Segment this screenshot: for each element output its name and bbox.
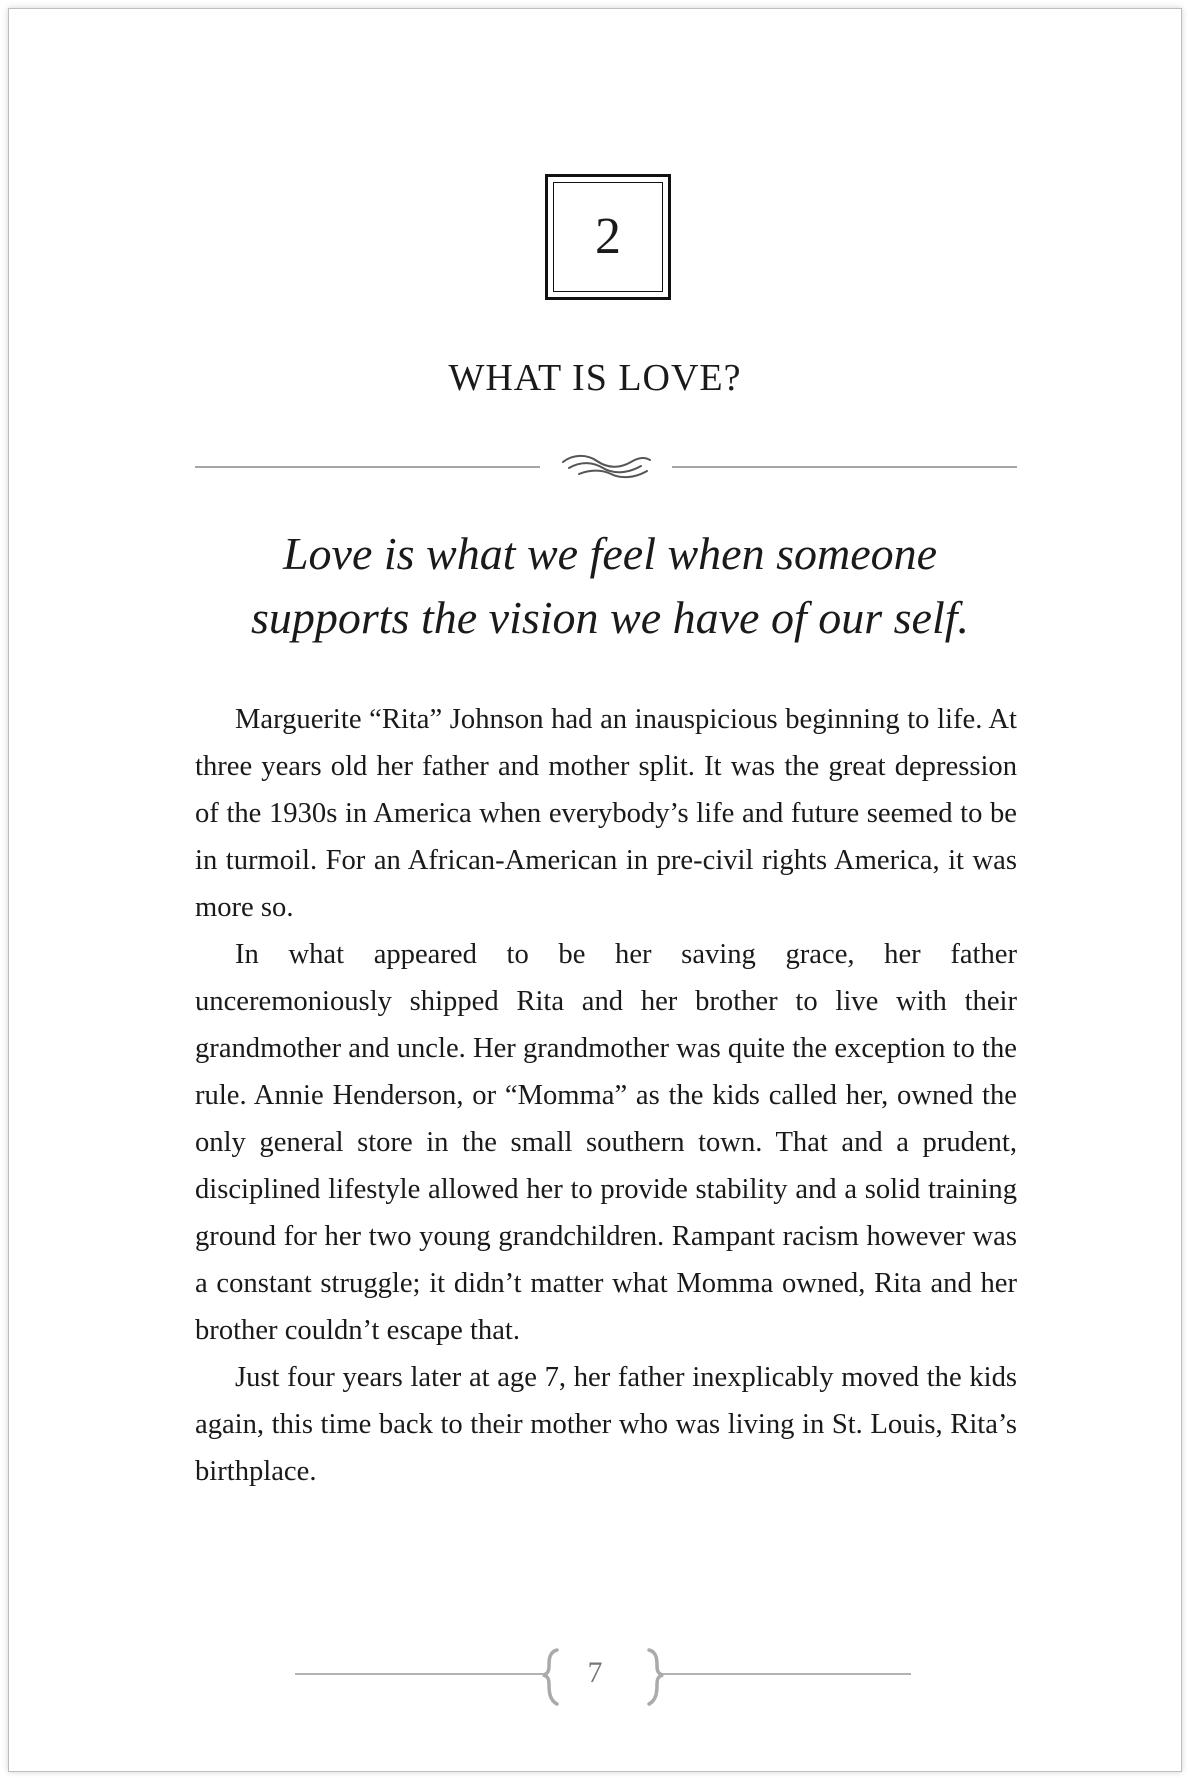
body-paragraph: Just four years later at age 7, her father inexplicably moved the kids again, this time back to their mother who was living in St. Louis, Rita’s birthplace. — [195, 1362, 1017, 1487]
epigraph — [150, 522, 1070, 650]
epigraph-line-2: supports the vision we have of our self. — [250, 592, 970, 643]
chapter-title: WHAT IS LOVE? — [448, 357, 742, 399]
wave-ornament-icon — [563, 456, 650, 477]
chapter-divider — [195, 452, 1017, 482]
chapter-number-box — [545, 174, 671, 300]
body-paragraph: In what appeared to be her saving grace, her father unceremoniously shipped Rita and her brother to live with their grandmother and uncle. Her grandmother was quite the exception to the rule. Annie Henderson, or “Momma” as the kids called her, owned the only general store in the small southern town. That and a prudent, disciplined lifestyle allowed her to provide stability and a solid training ground for her two young grandchildren. Rampant racism however was a constant struggle; it didn’t matter what Momma owned, Rita and her brother couldn’t escape that. — [195, 939, 1017, 1346]
chapter-body — [195, 696, 1017, 1495]
body-paragraph: Marguerite “Rita” Johnson had an inauspicious beginning to life. At three years old her father and mother split. It was the great depression of the 1930s in America when everybody’s life and future seemed to be in turmoil. For an African-American in pre-civil rights America, it was more so. — [195, 704, 1017, 923]
chapter-number: 2 — [553, 182, 663, 292]
page-number: 7 — [587, 1656, 603, 1689]
epigraph-line-1: Love is what we feel when someone — [282, 528, 938, 579]
